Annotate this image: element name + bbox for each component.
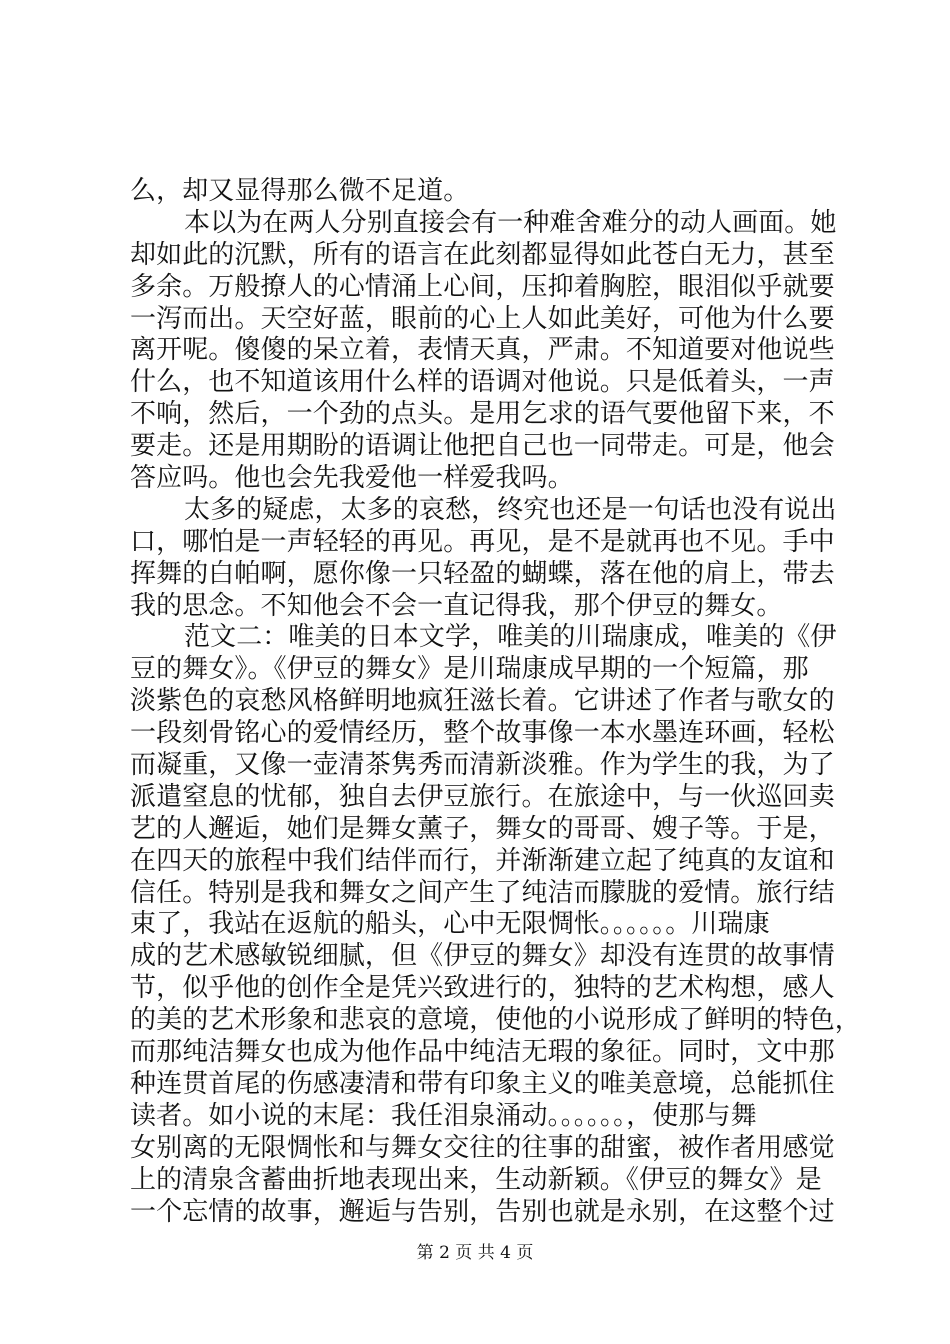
body-text xyxy=(130,176,861,1228)
text-line: 而凝重，又像一壶清茶隽秀而清新淡雅。作为学生的我，为了 xyxy=(130,750,835,781)
text-line: 太多的疑虑，太多的哀愁，终究也还是一句话也没有说出 xyxy=(184,494,837,525)
text-line: 答应吗。他也会先我爱他一样爱我吗。 xyxy=(130,463,574,494)
text-line: 艺的人邂逅，她们是舞女薰子，舞女的哥哥、嫂子等。于是， xyxy=(130,813,835,844)
text-line: 么，却又显得那么微不足道。 xyxy=(130,176,470,206)
text-line: 本以为在两人分别直接会有一种难舍难分的动人画面。她 xyxy=(184,207,837,238)
text-line: 豆的舞女》。《伊豆的舞女》是川瑞康成早期的一个短篇，那 xyxy=(130,654,809,685)
text-line: 挥舞的白帕啊，愿你像一只轻盈的蝴蝶，落在他的肩上，带去 xyxy=(130,558,835,589)
text-line: 的美的艺术形象和悲哀的意境，使他的小说形成了鲜明的特色， xyxy=(130,1005,861,1036)
text-line: 成的艺术感敏锐细腻，但《伊豆的舞女》却没有连贯的故事情 xyxy=(130,941,835,972)
text-line: 而那纯洁舞女也成为他作品中纯洁无瑕的象征。同时，文中那 xyxy=(130,1037,835,1068)
text-line: 一段刻骨铭心的爱情经历，整个故事像一本水墨连环画，轻松 xyxy=(130,718,835,749)
text-line: 女别离的无限惆怅和与舞女交往的往事的甜蜜，被作者用感觉 xyxy=(130,1132,835,1163)
text-line: 不响，然后，一个劲的点头。是用乞求的语气要他留下来，不 xyxy=(130,399,835,430)
text-line: 信任。特别是我和舞女之间产生了纯洁而朦胧的爱情。旅行结 xyxy=(130,877,835,908)
text-line: 上的清泉含蓄曲折地表现出来，生动新颖。《伊豆的舞女》是 xyxy=(130,1164,822,1195)
text-line: 一个忘情的故事，邂逅与告别，告别也就是永别，在这整个过 xyxy=(130,1196,835,1227)
text-line: 淡紫色的哀愁风格鲜明地疯狂滋长着。它讲述了作者与歌女的 xyxy=(130,686,835,717)
text-line: 派遣窒息的忧郁，独自去伊豆旅行。在旅途中，与一伙巡回卖 xyxy=(130,781,835,812)
text-line: 多余。万般撩人的心情涌上心间，压抑着胸腔，眼泪似乎就要 xyxy=(130,271,835,302)
text-line: 一泻而出。天空好蓝，眼前的心上人如此美好，可他为什么要 xyxy=(130,303,835,334)
text-line: 口，哪怕是一声轻轻的再见。再见，是不是就再也不见。手中 xyxy=(130,526,835,557)
text-line: 离开呢。傻傻的呆立着，表情天真，严肃。不知道要对他说些 xyxy=(130,335,835,366)
page-footer: 第 2 页 共 4 页 xyxy=(416,1243,534,1263)
text-line: 我的思念。不知他会不会一直记得我，那个伊豆的舞女。 xyxy=(130,590,783,621)
text-line: 范文二：唯美的日本文学，唯美的川瑞康成，唯美的《伊 xyxy=(184,622,837,653)
text-line: 在四天的旅程中我们结伴而行，并渐渐建立起了纯真的友谊和 xyxy=(130,845,835,876)
text-line: 束了，我站在返航的船头，心中无限惆怅。。。。。。川瑞康 xyxy=(130,909,770,940)
text-line: 什么，也不知道该用什么样的语调对他说。只是低着头，一声 xyxy=(130,367,835,398)
text-line: 种连贯首尾的伤感凄清和带有印象主义的唯美意境，总能抓住 xyxy=(130,1068,835,1099)
text-line: 却如此的沉默，所有的语言在此刻都显得如此苍白无力，甚至 xyxy=(130,239,835,270)
text-line: 节，似乎他的创作全是凭兴致进行的，独特的艺术构想，感人 xyxy=(130,973,835,1004)
text-line: 读者。如小说的末尾：我任泪泉涌动。。。。。。，使那与舞 xyxy=(130,1100,757,1131)
text-line: 要走。还是用期盼的语调让他把自己也一同带走。可是，他会 xyxy=(130,431,835,462)
